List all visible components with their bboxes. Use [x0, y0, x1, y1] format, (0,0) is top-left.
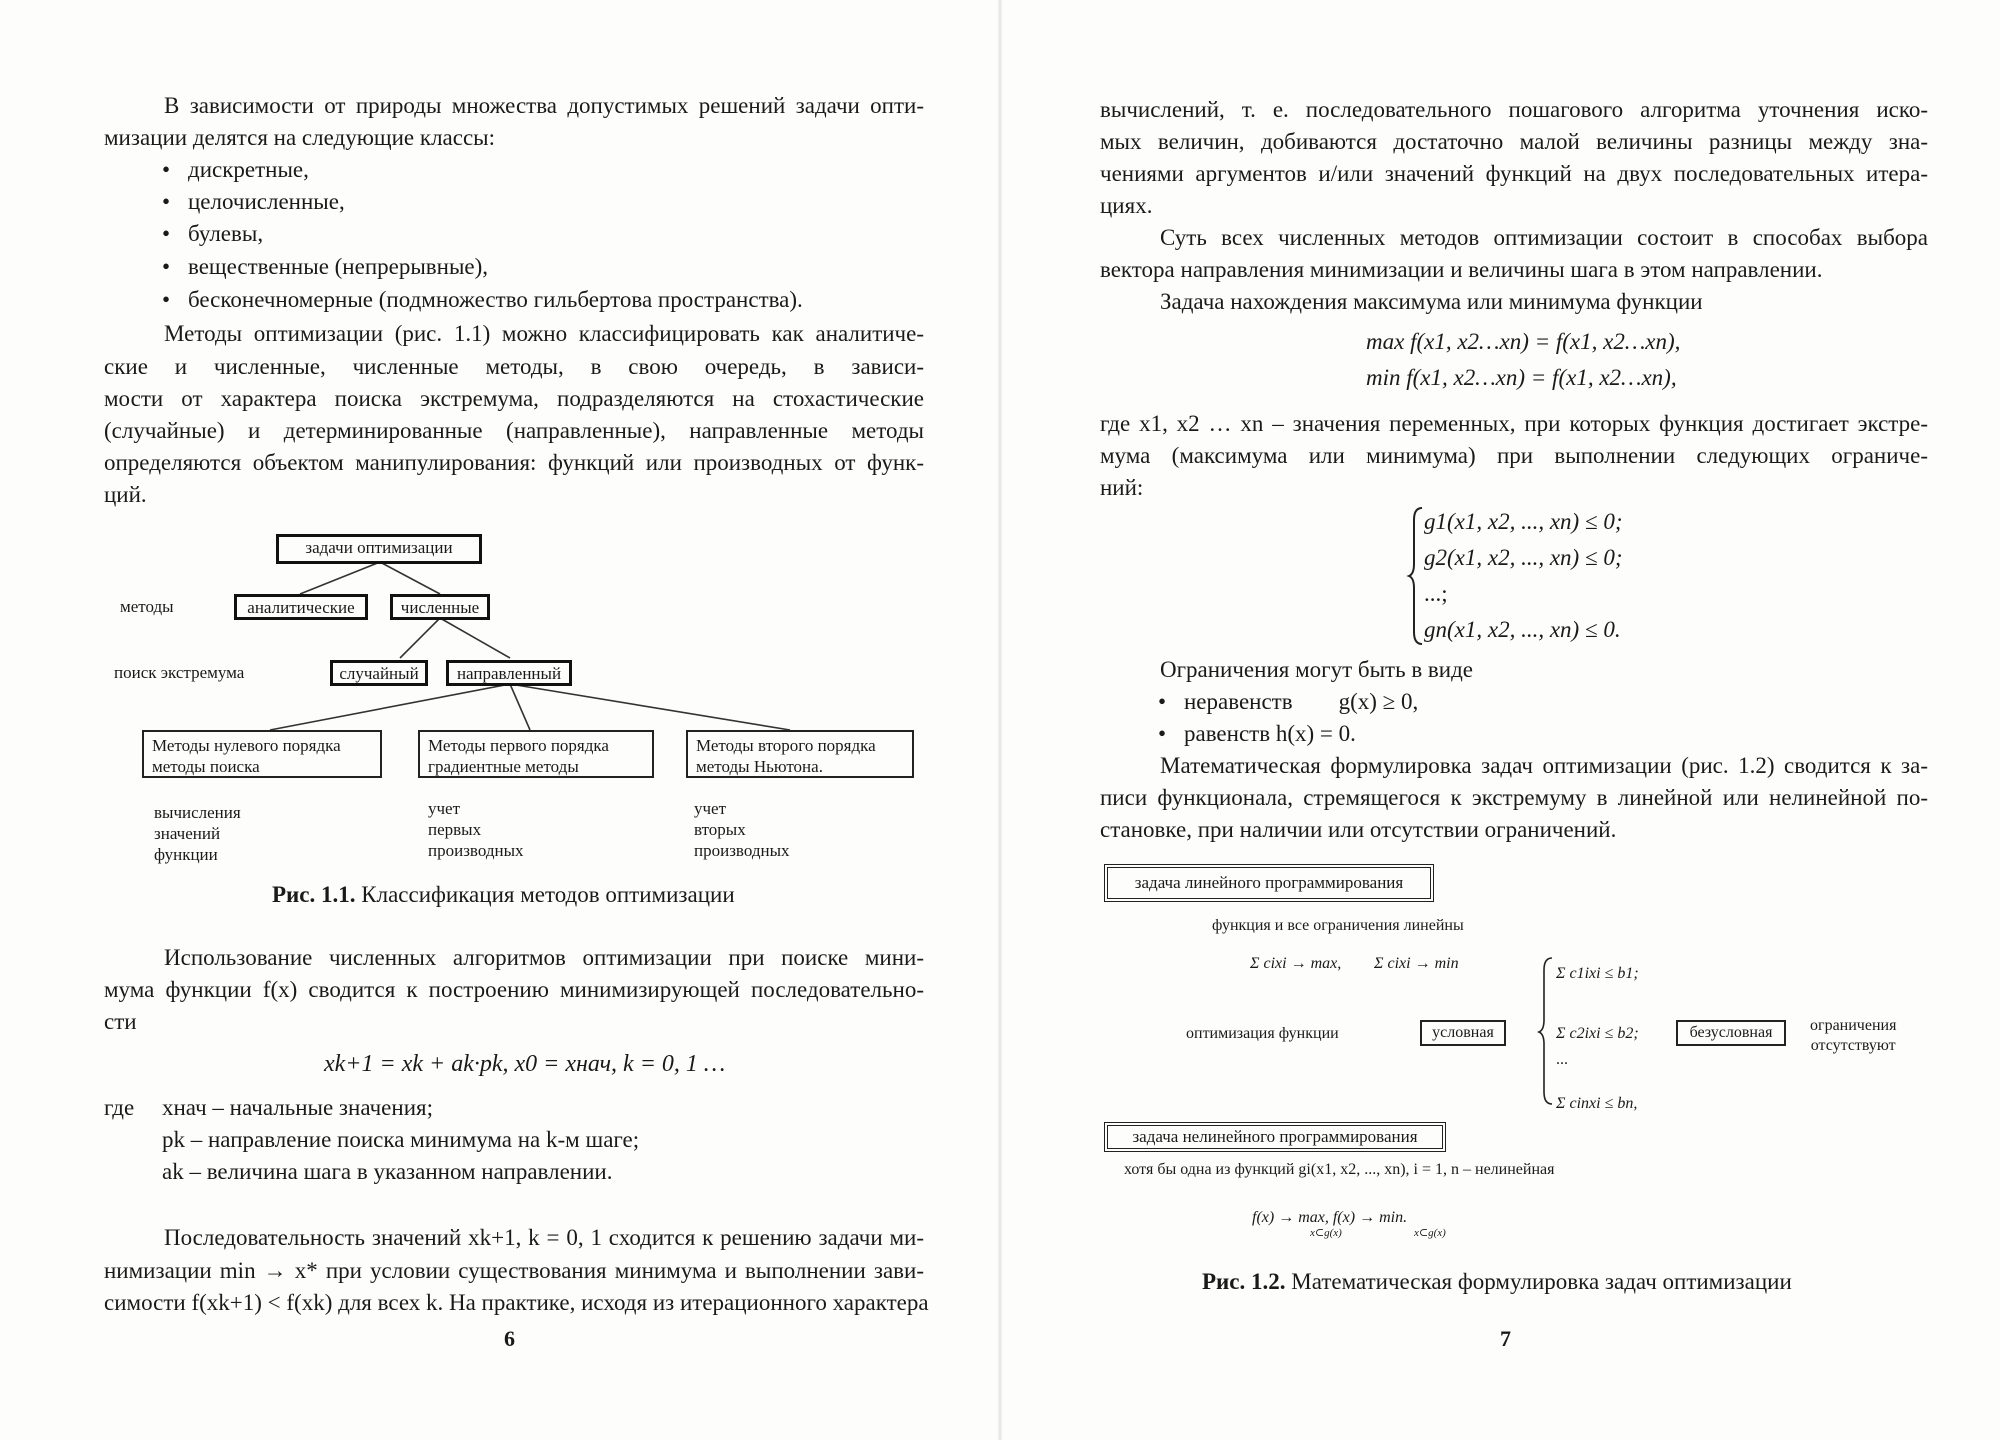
nlp-subscript: x⊂g(x): [1414, 1227, 1446, 1239]
paragraph-line: ний:: [1100, 475, 1144, 500]
figure-caption: [1202, 1266, 1792, 1298]
note-line: учет: [428, 799, 461, 818]
box-first-order: [418, 730, 654, 778]
paragraph-line: где x1, x2 … xn – значения переменных, при которых функция достигает экстре-: [1100, 411, 1928, 436]
paragraph-line: мума функции f(x) сводится к построению минимизирующей последовательно-: [104, 977, 924, 1002]
paragraph-line: В зависимости от природы множества допустимых решений задачи опти-: [164, 93, 924, 118]
list-item: • дискретные,: [188, 154, 309, 186]
note-line: ограничения: [1810, 1017, 1897, 1034]
list-item: • вещественные (непрерывные),: [188, 251, 488, 283]
constraint-line: g1(x1, x2, ..., xn) ≤ 0;: [1424, 509, 1623, 534]
caption-label: Рис. 1.2.: [1202, 1269, 1286, 1294]
cond-dots: ...: [1556, 1051, 1568, 1068]
paragraph-line: Суть всех численных методов оптимизации состоит в способах выбора: [1160, 225, 1928, 250]
paragraph-line: симости f(xk+1) < f(xk) для всех k. На практике, исходя из итерационного характера: [104, 1290, 929, 1315]
list-item: • равенств h(x) = 0.: [1184, 718, 1356, 750]
box-line: Методы нулевого порядка: [152, 736, 341, 755]
box-root: задачи оптимизации: [276, 534, 482, 564]
paragraph-line: Последовательность значений xk+1, k = 0, 1 сходится к решению задачи ми-: [164, 1225, 924, 1250]
caption-text: Математическая формулировка задач оптимизации: [1291, 1269, 1792, 1294]
paragraph-line: Математическая формулировка задач оптимизации (рис. 1.2) сводится к за-: [1160, 753, 1928, 778]
page-number: 6: [504, 1326, 515, 1351]
box-second-order: [686, 730, 914, 778]
note-line: производных: [694, 841, 790, 860]
list-item: • булевы,: [188, 218, 263, 250]
cond-constraint: Σ cinxi ≤ bn,: [1556, 1095, 1638, 1112]
note-line: производных: [428, 841, 524, 860]
formula-iteration: xk+1 = xk + ak·pk, x0 = xнач, k = 0, 1 …: [324, 1051, 726, 1077]
box-conditional: условная: [1420, 1020, 1506, 1046]
box-line: методы поиска: [152, 757, 260, 776]
box-nonlinear-programming: задача нелинейного программирования: [1104, 1122, 1446, 1152]
note-line: первых: [428, 820, 482, 839]
note-line: значений: [154, 824, 221, 843]
paragraph-line: нимизации min → x* при условии существования минимума и выполнении зави-: [104, 1258, 924, 1283]
constraint-line: g2(x1, x2, ..., xn) ≤ 0;: [1424, 545, 1623, 570]
paragraph-line: вычислений, т. е. последовательного пошагового алгоритма уточнения иско-: [1100, 97, 1928, 122]
row-label-search: поиск экстремума: [114, 663, 245, 682]
box-zero-order: [142, 730, 382, 778]
constraint-line: ...;: [1424, 581, 1448, 606]
formula-min: min f(x1, x2…xn) = f(x1, x2…xn),: [1366, 365, 1677, 390]
paragraph-line: мых величин, добиваются достаточно малой величины разницы между зна-: [1100, 129, 1928, 154]
paragraph-line: Методы оптимизации (рис. 1.1) можно классифицировать как аналитиче-: [164, 321, 924, 346]
definition-line: ak – величина шага в указанном направлении.: [162, 1159, 613, 1184]
paragraph-line: мости от характера поиска экстремума, подразделяются на стохастические: [104, 386, 924, 411]
constraint-line: gn(x1, x2, ..., xn) ≤ 0.: [1424, 617, 1621, 642]
no-limits-note: [1810, 1016, 1896, 1056]
caption-text: Классификация методов оптимизации: [361, 882, 735, 907]
paragraph-line: Ограничения могут быть в виде: [1160, 657, 1474, 682]
caption-label: Рис. 1.1.: [272, 882, 356, 907]
lp-note: функция и все ограничения линейны: [1212, 917, 1464, 934]
note-line: вычисления: [154, 803, 241, 822]
cond-constraint: Σ c1ixi ≤ b1;: [1556, 965, 1639, 982]
paragraph-line: Использование численных алгоритмов оптимизации при поиске мини-: [164, 945, 924, 970]
nlp-note: хотя бы одна из функций gi(x1, x2, ..., xn), i = 1, n – нелинейная: [1124, 1161, 1555, 1178]
box-directed: направленный: [446, 660, 572, 686]
note-line: вторых: [694, 820, 746, 839]
note-zero: [154, 802, 241, 865]
paragraph-line: Задача нахождения максимума или минимума функции: [1160, 289, 1703, 314]
note-second: [694, 798, 790, 861]
box-numeric: численные: [390, 594, 490, 620]
box-unconditional: безусловная: [1676, 1020, 1786, 1046]
paragraph-line: чениями аргументов и/или значений функций на двух последовательных итера-: [1100, 161, 1928, 186]
box-analytic: аналитические: [234, 594, 368, 620]
note-line: отсутствуют: [1810, 1037, 1896, 1054]
box-line: градиентные методы: [428, 757, 579, 776]
note-line: учет: [694, 799, 727, 818]
cond-constraint: Σ c2ixi ≤ b2;: [1556, 1025, 1639, 1042]
page-right: [1000, 0, 2000, 1440]
figure-caption: [272, 879, 735, 911]
box-line: методы Ньютона.: [696, 757, 823, 776]
cond-brace: [1538, 956, 1558, 1106]
note-line: функции: [154, 845, 218, 864]
page-number: 7: [1500, 1326, 1511, 1351]
row-label-methods: методы: [120, 597, 174, 616]
formula-max: max f(x1, x2…xn) = f(x1, x2…xn),: [1366, 329, 1681, 354]
opt-label: оптимизация функции: [1186, 1025, 1339, 1042]
nlp-formula: f(x) → max, f(x) → min.: [1252, 1209, 1408, 1226]
paragraph-line: циях.: [1100, 193, 1153, 218]
note-first: [428, 798, 524, 861]
paragraph-line: (случайные) и детерминированные (направленные), направленные методы: [104, 418, 924, 443]
paragraph-line: сти: [104, 1009, 137, 1034]
paragraph-line: мизации делятся на следующие классы:: [104, 125, 496, 150]
definition-line: pk – направление поиска минимума на k-м шаге;: [162, 1127, 640, 1152]
paragraph-line: определяются объектом манипулирования: функций или производных от функ-: [104, 450, 924, 475]
paragraph-line: ций.: [104, 482, 147, 507]
list-item: • целочисленные,: [188, 186, 345, 218]
box-line: Методы второго порядка: [696, 736, 876, 755]
definition-line: xнач – начальные значения;: [162, 1095, 433, 1120]
paragraph-line: писи функционала, стремящегося к экстремуму в линейной или нелинейной по-: [1100, 785, 1928, 810]
list-item: • неравенств g(x) ≥ 0,: [1184, 686, 1418, 718]
lp-sum-min: Σ cixi → min: [1374, 955, 1459, 972]
paragraph-line: вектора направления минимизации и величины шага в этом направлении.: [1100, 257, 1823, 282]
paragraph-line: становке, при наличии или отсутствии ограничений.: [1100, 817, 1617, 842]
box-linear-programming: задача линейного программирования: [1104, 864, 1434, 902]
lp-sum-max: Σ cixi → max,: [1250, 955, 1342, 972]
paragraph-line: мума (максимума или минимума) при выполнении следующих ограниче-: [1100, 443, 1928, 468]
nlp-subscript: x⊂g(x): [1310, 1227, 1342, 1239]
paragraph-line: ские и численные, численные методы, в свою очередь, в зависи-: [104, 354, 924, 379]
box-random: случайный: [330, 660, 428, 686]
where-label: где: [104, 1095, 135, 1120]
box-line: Методы первого порядка: [428, 736, 609, 755]
list-item: • бесконечномерные (подмножество гильбертова пространства).: [188, 284, 803, 316]
